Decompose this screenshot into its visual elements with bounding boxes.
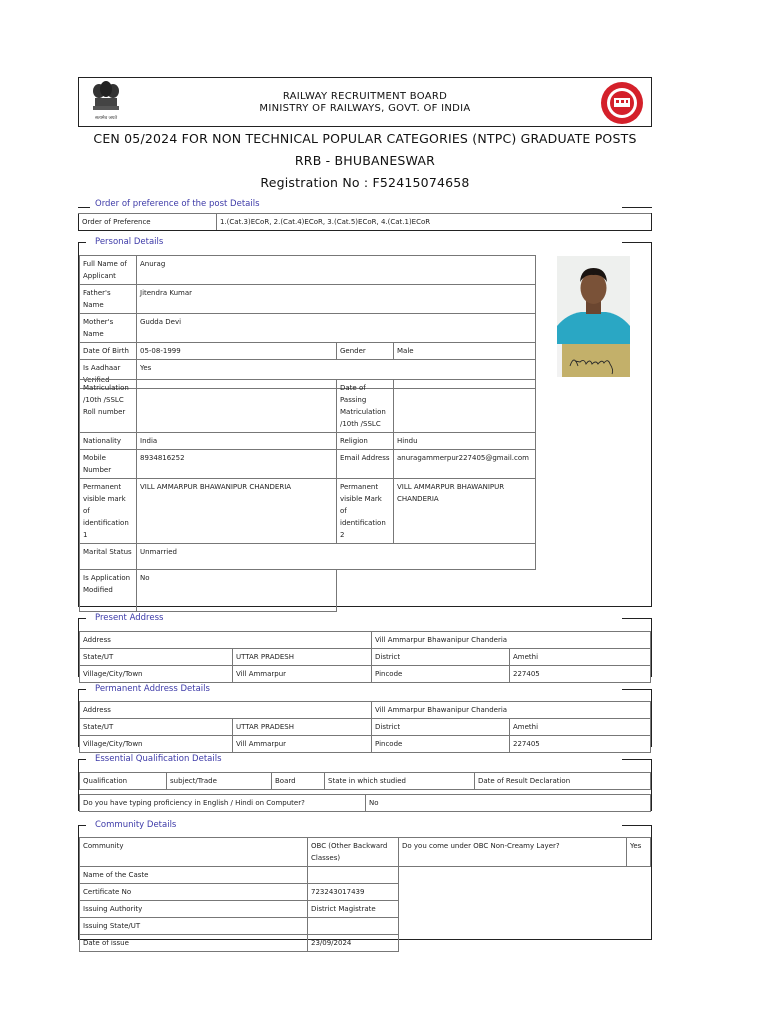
religion-label: Religion (337, 433, 394, 450)
community-label: Community (80, 838, 308, 867)
community-table (79, 837, 651, 952)
present-pincode-label: Pincode (372, 666, 510, 683)
col-subject: subject/Trade (167, 773, 272, 790)
section-rule (622, 689, 652, 690)
personal-table-2 (79, 379, 536, 612)
permanent-state-value: UTTAR PRADESH (233, 719, 372, 736)
preference-label: Order of Preference (79, 214, 217, 231)
applicant-signature (562, 344, 630, 377)
modified-label: Is Application Modified (80, 570, 137, 612)
gender-value: Male (394, 343, 536, 360)
section-rule (622, 207, 652, 208)
noncreamy-label: Do you come under OBC Non-Creamy Layer? (399, 838, 627, 867)
registration-number: Registration No : F52415074658 (260, 175, 470, 190)
typing-label: Do you have typing proficiency in English / Hindi on Computer? (80, 795, 366, 812)
religion-value: Hindu (394, 433, 536, 450)
matric-value (137, 380, 337, 433)
full-name-value: Anurag (137, 256, 536, 285)
section-rule (78, 759, 86, 760)
col-date: Date of Result Declaration (475, 773, 651, 790)
present-address-value: Vill Ammarpur Bhawanipur Chanderia (372, 632, 651, 649)
issue-date-label: Date of issue (80, 935, 308, 952)
section-rule (78, 825, 86, 826)
permanent-pincode-label: Pincode (372, 736, 510, 753)
present-pincode-value: 227405 (510, 666, 651, 683)
mark1-label: Permanent visible mark of identification 1 (80, 479, 137, 544)
svg-text:सत्यमेव जयते: सत्यमेव जयते (94, 116, 118, 121)
modified-value: No (137, 570, 337, 612)
preference-table (78, 213, 652, 231)
header-box (78, 77, 652, 127)
section-border (651, 618, 652, 677)
mark2-label: Permanent visible Mark of identification 2 (337, 479, 394, 544)
permanent-village-value: Vill Ammarpur (233, 736, 372, 753)
personal-section-title: Personal Details (95, 237, 164, 247)
permanent-address-value: Vill Ammarpur Bhawanipur Chanderia (372, 702, 651, 719)
col-qualification: Qualification (80, 773, 167, 790)
board-name: RAILWAY RECRUITMENT BOARD (282, 91, 448, 102)
present-district-label: District (372, 649, 510, 666)
personal-table (79, 255, 536, 389)
section-rule (78, 207, 90, 208)
nationality-value: India (137, 433, 337, 450)
empty-cell (399, 867, 651, 952)
present-village-label: Village/City/Town (80, 666, 233, 683)
caste-label: Name of the Caste (80, 867, 308, 884)
community-section-title: Community Details (95, 820, 177, 830)
typing-table (79, 794, 651, 812)
col-board: Board (272, 773, 325, 790)
present-state-label: State/UT (80, 649, 233, 666)
present-address-label: Address (80, 632, 372, 649)
matric-label: Matriculation /10th /SSLC Roll number (80, 380, 137, 433)
section-rule (78, 618, 86, 619)
permanent-address-label: Address (80, 702, 372, 719)
gender-label: Gender (337, 343, 394, 360)
section-rule (78, 689, 86, 690)
section-border (651, 242, 652, 607)
mobile-value: 8934816252 (137, 450, 337, 479)
section-rule (78, 242, 86, 243)
present-state-value: UTTAR PRADESH (233, 649, 372, 666)
ministry-name: MINISTRY OF RAILWAYS, GOVT. OF INDIA (259, 103, 471, 114)
dob-value: 05-08-1999 (137, 343, 337, 360)
section-border (651, 825, 652, 940)
issue-date-value: 23/09/2024 (308, 935, 399, 952)
permanent-village-label: Village/City/Town (80, 736, 233, 753)
noncreamy-value: Yes (627, 838, 651, 867)
qualification-section-title: Essential Qualification Details (95, 754, 222, 764)
passing-value (394, 380, 536, 433)
issuing-state-label: Issuing State/UT (80, 918, 308, 935)
permanent-pincode-value: 227405 (510, 736, 651, 753)
marital-label: Marital Status (80, 544, 137, 570)
qualification-table (79, 772, 651, 790)
father-name-label: Father's Name (80, 285, 137, 314)
preference-value: 1.(Cat.3)ECoR, 2.(Cat.4)ECoR, 3.(Cat.5)ECoR, 4.(Cat.1)ECoR (217, 214, 652, 231)
permanent-state-label: State/UT (80, 719, 233, 736)
section-rule (622, 825, 652, 826)
section-border (651, 759, 652, 811)
nationality-label: Nationality (80, 433, 137, 450)
caste-value (308, 867, 399, 884)
permanent-address-table (79, 701, 651, 753)
community-value: OBC (Other Backward Classes) (308, 838, 399, 867)
mobile-label: Mobile Number (80, 450, 137, 479)
passing-label: Date of Passing Matriculation /10th /SSLC (337, 380, 394, 433)
permanent-section-title: Permanent Address Details (95, 684, 210, 694)
aadhaar-value: Yes (137, 360, 536, 389)
section-rule (622, 242, 652, 243)
present-village-value: Vill Ammarpur (233, 666, 372, 683)
present-address-table (79, 631, 651, 683)
mother-name-label: Mother's Name (80, 314, 137, 343)
mother-name-value: Gudda Devi (137, 314, 536, 343)
cert-label: Certificate No (80, 884, 308, 901)
cert-value: 723243017439 (308, 884, 399, 901)
email-label: Email Address (337, 450, 394, 479)
mark2-value: VILL AMMARPUR BHAWANIPUR CHANDERIA (394, 479, 536, 544)
permanent-district-label: District (372, 719, 510, 736)
full-name-label: Full Name of Applicant (80, 256, 137, 285)
preference-section-title: Order of preference of the post Details (95, 199, 260, 209)
mark1-value: VILL AMMARPUR BHAWANIPUR CHANDERIA (137, 479, 337, 544)
present-district-value: Amethi (510, 649, 651, 666)
col-state: State in which studied (325, 773, 475, 790)
email-value: anuragammerpur227405@gmail.com (394, 450, 536, 479)
present-section-title: Present Address (95, 613, 164, 623)
section-border (651, 689, 652, 747)
empty-cell (337, 570, 536, 612)
issuing-state-value (308, 918, 399, 935)
section-rule (622, 759, 652, 760)
notice-title: CEN 05/2024 FOR NON TECHNICAL POPULAR CATEGORIES (NTPC) GRADUATE POSTS (93, 131, 637, 146)
typing-value: No (366, 795, 651, 812)
rrb-name: RRB - BHUBANESWAR (294, 153, 436, 168)
aadhaar-label: Is Aadhaar Verified (80, 360, 137, 389)
section-rule (622, 618, 652, 619)
permanent-district-value: Amethi (510, 719, 651, 736)
father-name-value: Jitendra Kumar (137, 285, 536, 314)
marital-value: Unmarried (137, 544, 536, 570)
dob-label: Date Of Birth (80, 343, 137, 360)
authority-value: District Magistrate (308, 901, 399, 918)
authority-label: Issuing Authority (80, 901, 308, 918)
